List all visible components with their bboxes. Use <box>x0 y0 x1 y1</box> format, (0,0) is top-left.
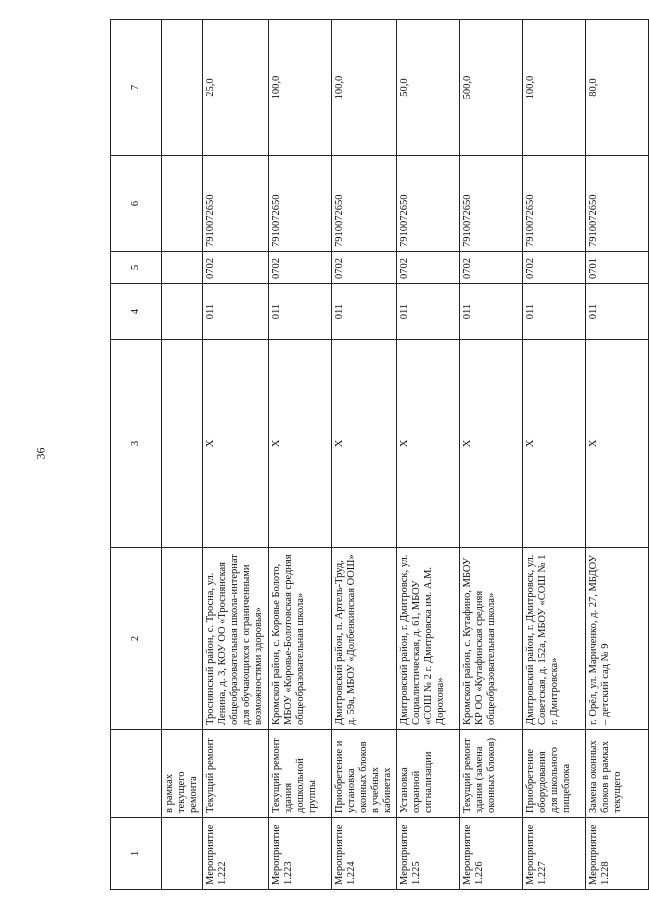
cell-col3: Х <box>331 340 396 548</box>
cell-col7: 500,0 <box>459 20 522 156</box>
table-row <box>268 20 331 890</box>
cell-col5: 0701 <box>585 252 648 284</box>
cell-col7: 100,0 <box>268 20 331 156</box>
continuation-cell <box>162 20 203 156</box>
measure-address: Троснянский район, с. Тросна, ул. Ленина, д. 3, КОУ ОО «Троснянская общеобразовательная школа-интернат для обучающихся с ограниченными возможностями здоровья» <box>203 548 268 730</box>
cell-col6: 7910072650 <box>268 156 331 252</box>
cell-col3: Х <box>203 340 268 548</box>
cell-col7: 80,0 <box>585 20 648 156</box>
measure-id: Мероприятие 1.226 <box>459 818 522 890</box>
cell-col7: 100,0 <box>331 20 396 156</box>
cell-col5: 0702 <box>396 252 459 284</box>
cell-col3: Х <box>459 340 522 548</box>
measure-description: Установка охранной сигнализации <box>396 730 459 818</box>
measure-description: Текущий ремонт <box>203 730 268 818</box>
continuation-cell <box>162 284 203 340</box>
header-cell: 1 <box>111 818 162 890</box>
measure-address: Дмитровский район, г. Дмитровск, ул. Социалистическая, д. 61, МБОУ «СОШ № 2 г. Дмитровска им. А.М. Дорохова» <box>396 548 459 730</box>
measure-description: Приобретение оборудования для школьного пищеблока <box>522 730 585 818</box>
measure-id: Мероприятие 1.224 <box>331 818 396 890</box>
cell-col6: 7910072650 <box>203 156 268 252</box>
cell-col7: 100,0 <box>522 20 585 156</box>
cell-col3: Х <box>268 340 331 548</box>
header-cell: 2 <box>111 548 162 730</box>
header-cell: 7 <box>111 20 162 156</box>
header-row <box>111 20 162 890</box>
cell-col5: 0702 <box>331 252 396 284</box>
measure-address: г. Орёл, ул. Мариченко, д. 27, МБДОУ – детский сад № 9 <box>585 548 648 730</box>
cell-col5: 0702 <box>459 252 522 284</box>
continuation-cell <box>162 818 203 890</box>
cell-col7: 25,0 <box>203 20 268 156</box>
cell-col4: 011 <box>203 284 268 340</box>
measure-description: Замена оконных блоков в рамках текущего <box>585 730 648 818</box>
continuation-cell <box>162 252 203 284</box>
cell-col4: 011 <box>268 284 331 340</box>
continuation-cell <box>162 340 203 548</box>
rotated-table-viewport <box>110 20 623 890</box>
cell-col4: 011 <box>459 284 522 340</box>
cell-col6: 7910072650 <box>459 156 522 252</box>
cell-col7: 50,0 <box>396 20 459 156</box>
cell-col3: Х <box>396 340 459 548</box>
table-row <box>522 20 585 890</box>
table-row <box>396 20 459 890</box>
measure-description: Приобретение и установка оконных блоков в учебных кабинетах <box>331 730 396 818</box>
header-cell: 4 <box>111 284 162 340</box>
continuation-cell <box>162 548 203 730</box>
measure-description: Текущий ремонт здания (замена оконных блоков) <box>459 730 522 818</box>
measure-address: Кромской район, с. Коровье Болото, МБОУ «Коровье-Болотовская средняя общеобразовательная школа» <box>268 548 331 730</box>
measure-id: Мероприятие 1.225 <box>396 818 459 890</box>
table-row <box>331 20 396 890</box>
budget-table <box>110 19 649 890</box>
cell-col4: 011 <box>522 284 585 340</box>
header-cell <box>111 730 162 818</box>
cell-col6: 7910072650 <box>585 156 648 252</box>
cell-col5: 0702 <box>522 252 585 284</box>
measure-id: Мероприятие 1.223 <box>268 818 331 890</box>
continuation-row <box>162 20 203 890</box>
cell-col4: 011 <box>396 284 459 340</box>
measure-description: Текущий ремонт здания дошкольной группы <box>268 730 331 818</box>
measure-address: Кромской район, с. Кутафино, МБОУ КР ОО «Кутафинская средняя общеобразовательная школа» <box>459 548 522 730</box>
header-cell: 3 <box>111 340 162 548</box>
cell-col4: 011 <box>331 284 396 340</box>
cell-col3: Х <box>522 340 585 548</box>
measure-id: Мероприятие 1.222 <box>203 818 268 890</box>
header-cell: 5 <box>111 252 162 284</box>
cell-col3: Х <box>585 340 648 548</box>
table-row <box>203 20 268 890</box>
page-number: 36 <box>33 447 48 460</box>
table-row <box>585 20 648 890</box>
cell-col4: 011 <box>585 284 648 340</box>
measure-address: Дмитровский район, г. Дмитровск, ул. Советская, д. 152а, МБОУ «СОШ № 1 г. Дмитровска» <box>522 548 585 730</box>
table-row <box>459 20 522 890</box>
cell-col6: 7910072650 <box>522 156 585 252</box>
cell-col6: 7910072650 <box>396 156 459 252</box>
measure-id: Мероприятие 1.228 <box>585 818 648 890</box>
measure-address: Дмитровский район, п. Артель-Труд, д. 59а, МБОУ «Долбенкинская ООШ» <box>331 548 396 730</box>
cell-col5: 0702 <box>203 252 268 284</box>
continuation-text: в рамках текущего ремонта <box>162 730 203 818</box>
cell-col6: 7910072650 <box>331 156 396 252</box>
cell-col5: 0702 <box>268 252 331 284</box>
continuation-cell <box>162 156 203 252</box>
header-cell: 6 <box>111 156 162 252</box>
measure-id: Мероприятие 1.227 <box>522 818 585 890</box>
